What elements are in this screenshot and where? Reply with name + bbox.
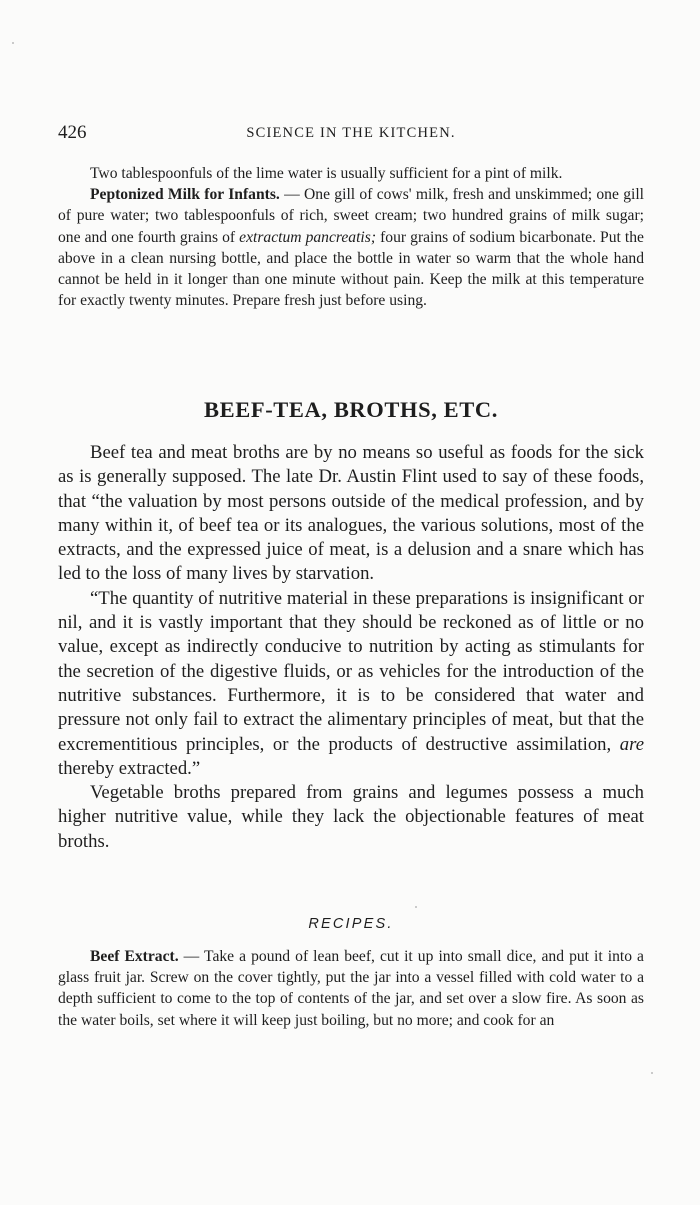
beef-extract-paragraph bbox=[58, 946, 644, 1031]
body-paragraph-3: Vegetable broths prepared from grains and legumes possess a much higher nutritive value, while they lack the objectionable features of meat broths. bbox=[58, 782, 644, 852]
beef-extract-text: — Take a pound of lean beef, cut it up into small dice, and put it into a glass fruit jar. Screw on the cover tightly, put the jar into a vessel filled with cold water to a depth sufficient to come to the top of contents of the jar, and set over a slow fire. As soon as the water boils, set where it will keep just boiling, but no more; and cook for an bbox=[58, 948, 644, 1029]
lime-water-paragraph: Two tablespoonfuls of the lime water is usually sufficient for a pint of milk. bbox=[90, 165, 563, 182]
paper-speck bbox=[12, 42, 14, 44]
recipes-heading: RECIPES. bbox=[308, 916, 394, 932]
page-header bbox=[58, 122, 644, 146]
running-head: SCIENCE IN THE KITCHEN. bbox=[246, 125, 456, 141]
section-heading: BEEF-TEA, BROTHS, ETC. bbox=[204, 397, 498, 422]
page-number: 426 bbox=[58, 122, 87, 143]
peptonized-italic: extractum pancreatis; bbox=[239, 228, 377, 246]
body-paragraph-2 bbox=[58, 587, 644, 781]
paper-speck bbox=[651, 1072, 653, 1074]
para2-text-b: thereby extracted.” bbox=[58, 757, 201, 779]
beef-extract-block bbox=[58, 946, 644, 1031]
para2-italic: are bbox=[619, 733, 644, 755]
peptonized-text-a: — One gill of cows' milk, fresh and unskimmed; one gill of pure water; two tablespoonfuls of rich, sweet cream; two hundred grains of milk sugar; one and one fourth grains of bbox=[58, 186, 645, 246]
body-paragraph-1: Beef tea and meat broths are by no means so useful as foods for the sick as is generally supposed. The late Dr. Austin Flint used to say of these foods, that “the valuation by most persons outside of the medical profession, and by many within it, of beef tea or its analogues, the various solutions, most of the extracts, and the expressed juice of meat, is a delusion and a snare which has led to the loss of many lives by starvation. bbox=[58, 442, 644, 585]
recipe-title-peptonized-milk: Peptonized Milk for Infants. bbox=[90, 186, 280, 204]
recipe-title-beef-extract: Beef Extract. bbox=[90, 948, 179, 965]
milk-recipes-block bbox=[58, 163, 644, 311]
peptonized-text-b: four grains of sodium bicarbonate. Put the above in a clean nursing bottle, and place the bottle in water so warm that the whole hand cannot be held in it longer than one minute without pain. Keep the milk at this temperature for exactly twenty minutes. Prepare fresh just before using. bbox=[58, 228, 644, 310]
section-body bbox=[58, 441, 644, 854]
peptonized-milk-paragraph bbox=[58, 184, 644, 311]
paper-speck bbox=[415, 906, 417, 908]
para2-text-a: “The quantity of nutritive material in these preparations is insignificant or nil, and it is vastly important that they should be reckoned as of little or no value, except as indirectly conducive to nutrition by acting as stimulants for the secretion of the digestive fluids, or as vehicles for the introduction of the nutritive substances. Furthermore, it is to be considered that water and pressure not only fail to extract the alimentary principles of meat, but that the excrementitious principles, or the products of destructive assimilation, bbox=[58, 587, 644, 755]
